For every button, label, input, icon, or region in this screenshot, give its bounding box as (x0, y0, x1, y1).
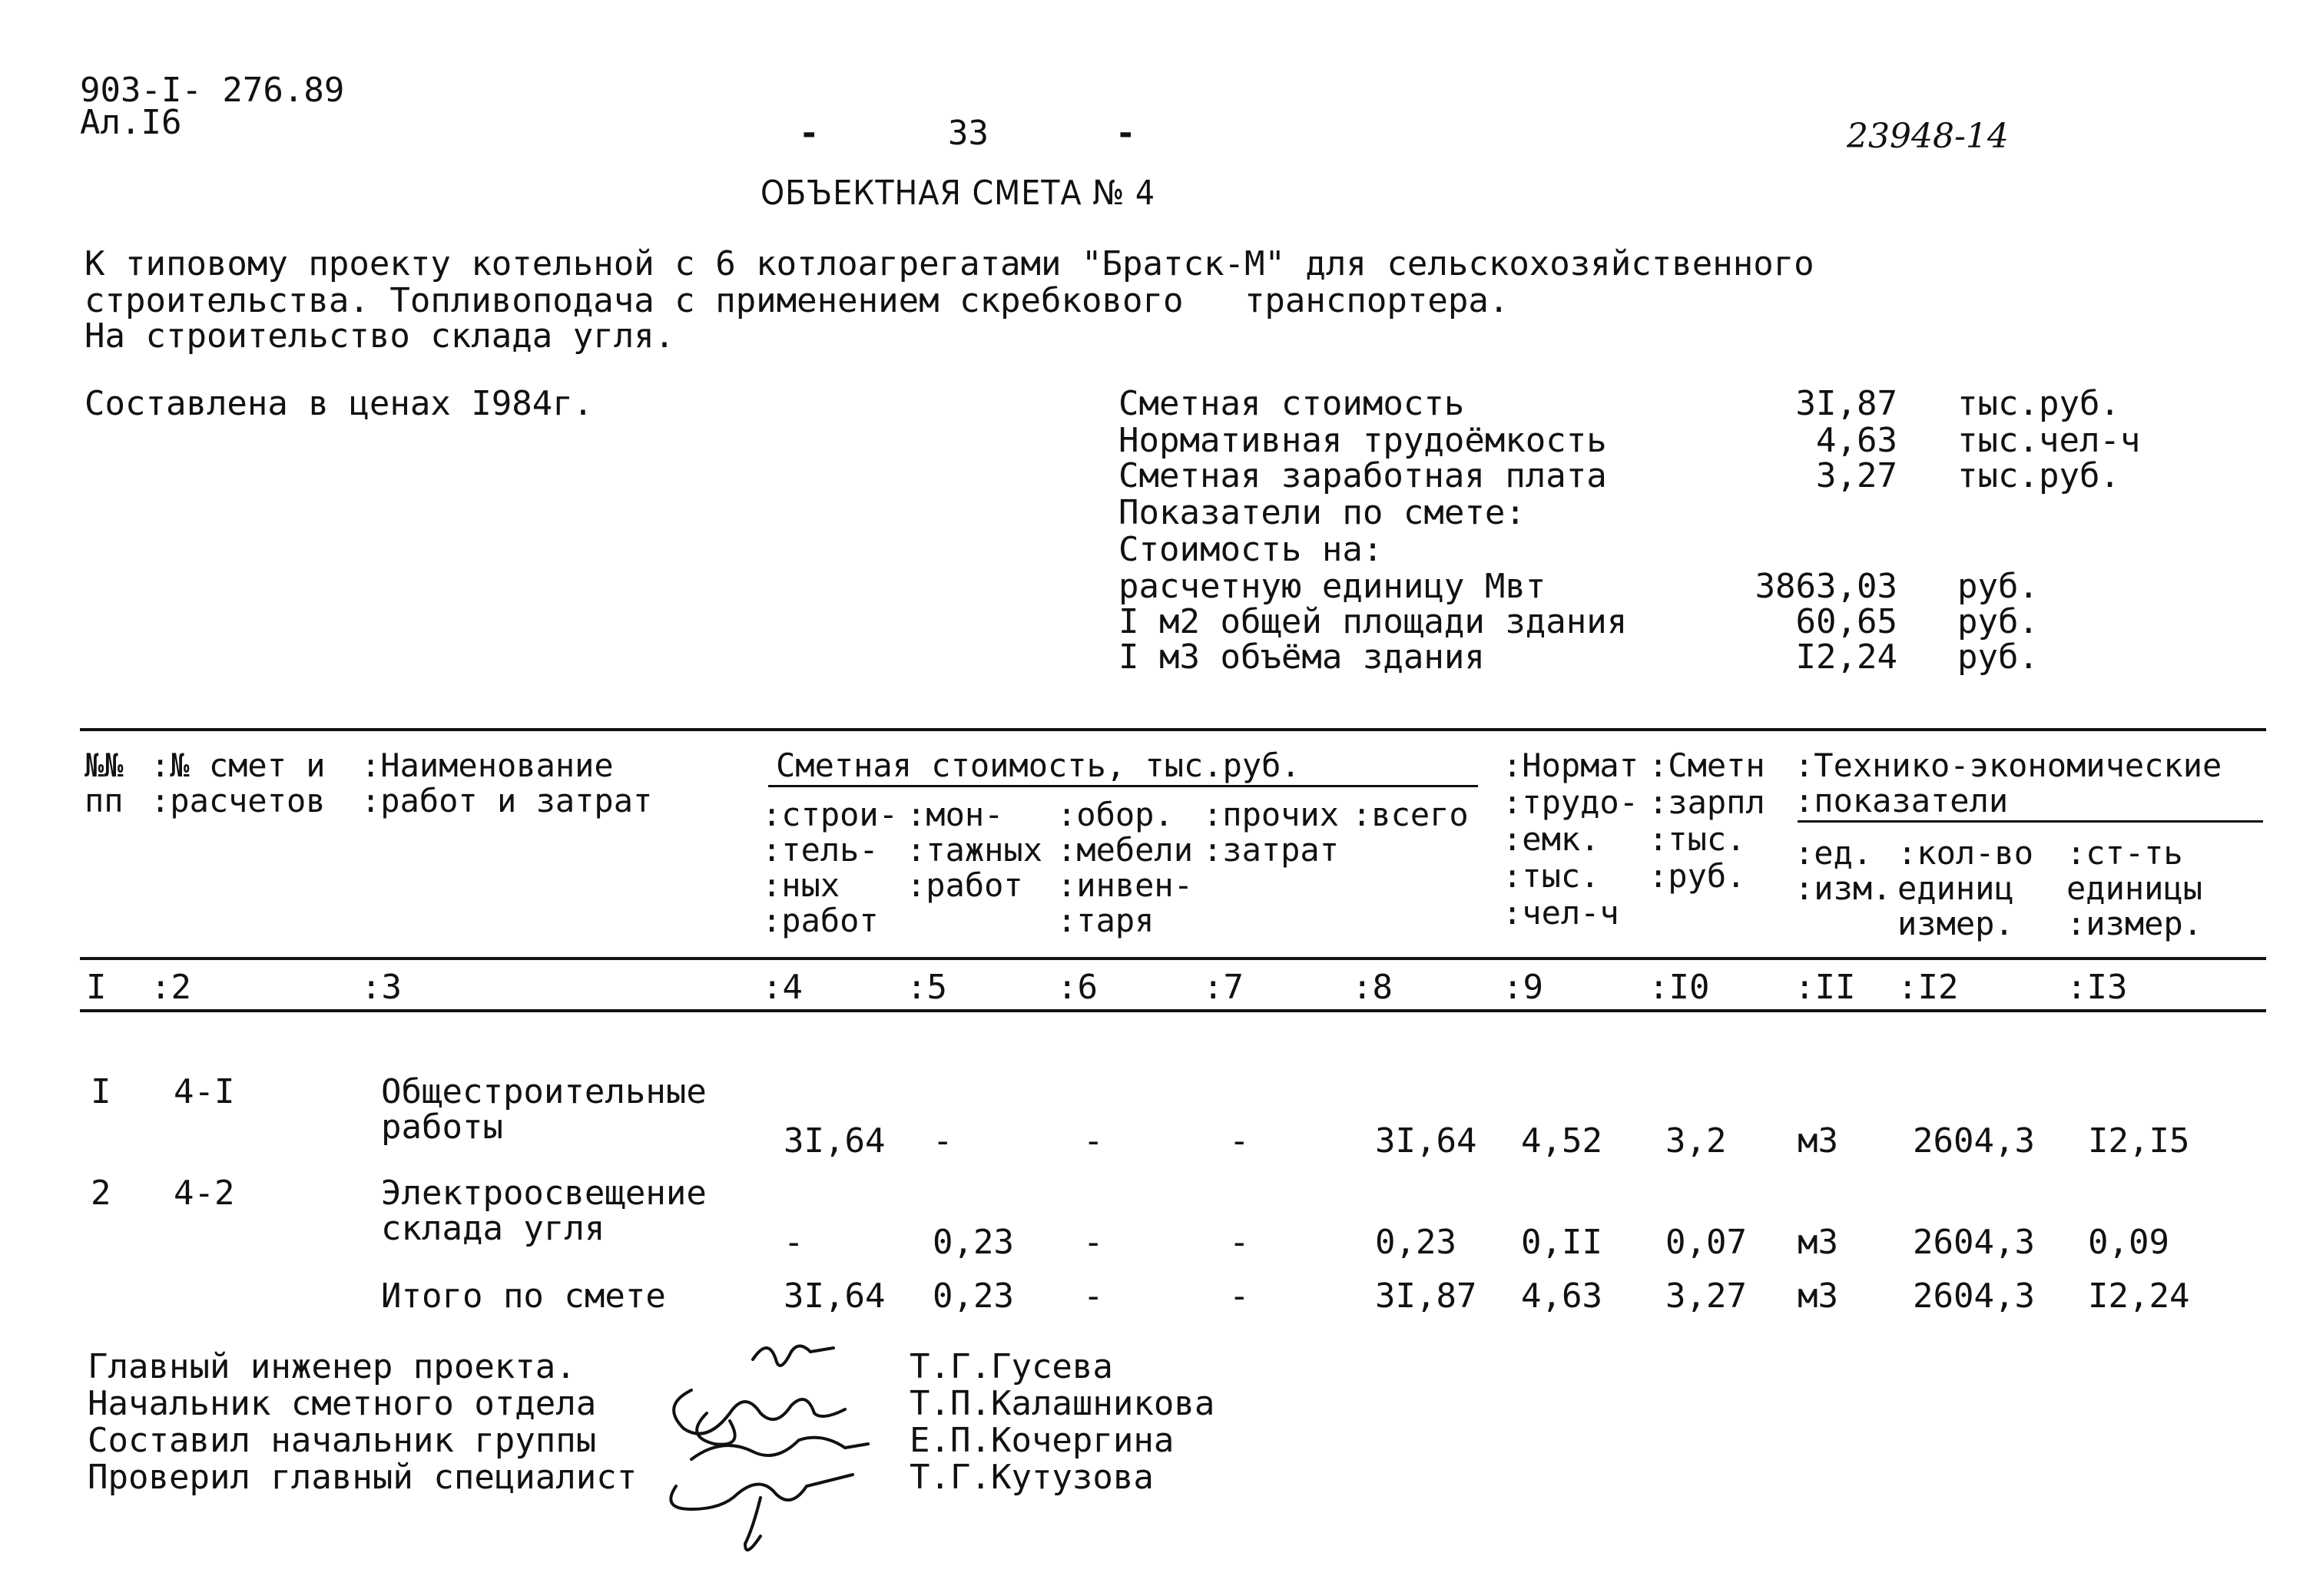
signer-role: Начальник сметного отдела (88, 1384, 597, 1423)
total-c7: - (1229, 1276, 1250, 1316)
header-c6: :инвен- (1057, 866, 1194, 904)
column-number: :I2 (1897, 968, 1959, 1007)
colnum-bottom-rule (80, 1009, 2266, 1012)
header-c5: :тажных (906, 831, 1043, 869)
header-c6: :мебели (1057, 831, 1194, 869)
summary-value: 60,65 (1795, 602, 1897, 641)
cell-c7: - (1229, 1121, 1250, 1161)
header-c8: :всего (1352, 796, 1469, 833)
sheet-number: Ал.I6 (80, 103, 182, 142)
summary-value: 3863,03 (1755, 567, 1897, 606)
signer-role: Проверил главный специалист (88, 1458, 638, 1497)
column-number: :5 (906, 968, 947, 1007)
column-number: :7 (1203, 968, 1244, 1007)
summary-unit: тыс.руб. (1957, 384, 2120, 423)
header-cost-group: Сметная стоимость, тыс.руб. (776, 747, 1301, 784)
total-c13: I2,24 (2088, 1276, 2190, 1316)
summary-label: I м2 общей площади здания (1118, 602, 1628, 641)
summary-unit: руб. (1957, 637, 2039, 677)
stamp-number: 23948-14 (1847, 117, 2009, 156)
summary-value: 3I,87 (1795, 384, 1897, 423)
header-c12: измер. (1897, 905, 2014, 942)
header-c9: :трудо- (1503, 783, 1639, 821)
header-c9: :емк. (1503, 820, 1600, 858)
intro-line-3: На строительство склада угля. (85, 316, 675, 356)
signer-name: Т.П.Калашникова (910, 1384, 1215, 1423)
header-c4: :ных (762, 866, 840, 904)
cell-c13: I2,I5 (2088, 1121, 2190, 1161)
column-number: I (86, 968, 107, 1007)
signer-name: Е.П.Кочергина (910, 1421, 1175, 1460)
signer-name: Т.Г.Гусева (910, 1347, 1113, 1386)
cell-c6: - (1083, 1121, 1104, 1161)
header-estimate-no-2: :расчетов (151, 782, 326, 820)
cell-c10: 3,2 (1665, 1121, 1727, 1161)
total-c4: 3I,64 (784, 1276, 886, 1316)
header-tech-group: :Технико-экономические (1794, 747, 2222, 784)
intro-line-2: строительства. Топливоподача с применением скребкового транспортера. (85, 281, 1509, 320)
signer-name: Т.Г.Кутузова (910, 1458, 1154, 1497)
header-name: :Наименование (361, 747, 614, 784)
header-c10: :Сметн (1649, 747, 1765, 784)
cell-c9: 4,52 (1521, 1121, 1602, 1161)
row-name-2: склада угля (381, 1209, 605, 1248)
tech-group-rule (1798, 820, 2263, 823)
row-number: 2 (91, 1174, 111, 1213)
header-c4: :тель- (762, 831, 879, 869)
header-c13: единицы (2066, 869, 2203, 907)
summary-label: Сметная стоимость (1118, 384, 1465, 423)
header-estimate-no: :№ смет и (151, 747, 326, 784)
signer-role: Главный инженер проекта. (88, 1347, 576, 1386)
column-number: :6 (1057, 968, 1098, 1007)
summary-label: Сметная заработная плата (1118, 456, 1607, 495)
header-c6: :таря (1057, 902, 1155, 939)
column-number: :3 (361, 968, 402, 1007)
cell-c9: 0,II (1521, 1223, 1602, 1262)
page-dash-left: - (799, 114, 820, 153)
total-c10: 3,27 (1665, 1276, 1747, 1316)
total-c12: 2604,3 (1913, 1276, 2035, 1316)
summary-value: 3,27 (1816, 456, 1897, 495)
summary-unit: тыс.чел-ч (1957, 421, 2141, 460)
cell-c13: 0,09 (2088, 1223, 2169, 1262)
header-c9: :тыс. (1503, 857, 1600, 895)
intro-line-1: К типовому проекту котельной с 6 котлоагрегатами "Братск-М" для сельскохозяйственного (85, 244, 1814, 283)
summary-unit: тыс.руб. (1957, 456, 2120, 495)
header-c12: :кол-во (1897, 834, 2034, 872)
total-c8: 3I,87 (1375, 1276, 1477, 1316)
column-number: :2 (151, 968, 191, 1007)
cell-c10: 0,07 (1665, 1223, 1747, 1262)
cost-group-rule (768, 785, 1478, 787)
column-number: :I3 (2066, 968, 2128, 1007)
cell-c5: 0,23 (933, 1223, 1014, 1262)
header-c13: :измер. (2066, 905, 2203, 942)
cell-c4: 3I,64 (784, 1121, 886, 1161)
cell-c6: - (1083, 1223, 1104, 1262)
page-dash-right: - (1115, 114, 1136, 153)
column-number: :4 (762, 968, 803, 1007)
total-c5: 0,23 (933, 1276, 1014, 1316)
header-name-2: :работ и затрат (361, 782, 653, 820)
header-c12: единиц (1897, 869, 2014, 907)
prices-note: Составлена в ценах I984г. (85, 384, 594, 423)
column-number: :9 (1503, 968, 1543, 1007)
summary-label: Стоимость на: (1118, 530, 1383, 569)
header-c9: :Нормат (1503, 747, 1639, 784)
doc-code: 903-I- 276.89 (80, 71, 345, 110)
cell-c12: 2604,3 (1913, 1223, 2035, 1262)
summary-unit: руб. (1957, 567, 2039, 606)
column-number: :I0 (1649, 968, 1710, 1007)
column-number: :II (1794, 968, 1856, 1007)
summary-label: расчетную единицу Мвт (1118, 567, 1546, 606)
signer-role: Составил начальник группы (88, 1421, 597, 1460)
cell-c7: - (1229, 1223, 1250, 1262)
total-label: Итого по смете (381, 1276, 666, 1316)
cell-c4: - (784, 1223, 804, 1262)
summary-unit: руб. (1957, 602, 2039, 641)
header-c6: :обор. (1057, 796, 1174, 833)
handwritten-signatures (661, 1329, 914, 1559)
header-c5: :мон- (906, 796, 1004, 833)
header-c11: :изм. (1794, 869, 1892, 907)
header-c4: :работ (762, 902, 879, 939)
row-name-2: работы (381, 1108, 503, 1147)
row-code: 4-I (174, 1072, 235, 1111)
row-number: I (91, 1072, 111, 1111)
header-c10: :руб. (1649, 857, 1746, 895)
header-bottom-rule (80, 957, 2266, 960)
row-name: Общестроительные (381, 1072, 707, 1111)
header-c10: :зарпл (1649, 783, 1765, 821)
document-title: ОБЪЕКТНАЯ СМЕТА № 4 (761, 174, 1156, 213)
header-c7: :затрат (1203, 831, 1340, 869)
page-number: 33 (948, 114, 989, 153)
row-code: 4-2 (174, 1174, 235, 1213)
summary-value: 4,63 (1816, 421, 1897, 460)
header-c10: :тыс. (1649, 820, 1746, 858)
table-top-rule (80, 728, 2266, 731)
header-c4: :строи- (762, 796, 899, 833)
cell-c8: 0,23 (1375, 1223, 1456, 1262)
summary-label: I м3 объёма здания (1118, 637, 1485, 677)
summary-label: Нормативная трудоёмкость (1118, 421, 1607, 460)
header-pp: пп (85, 782, 124, 820)
column-number: :8 (1352, 968, 1393, 1007)
header-c7: :прочих (1203, 796, 1340, 833)
total-c6: - (1083, 1276, 1104, 1316)
cell-c11: м3 (1798, 1121, 1838, 1161)
header-c13: :ст-ть (2066, 834, 2183, 872)
summary-value: I2,24 (1795, 637, 1897, 677)
summary-label: Показатели по смете: (1118, 493, 1526, 532)
row-name: Электроосвещение (381, 1174, 707, 1213)
header-tech-group-2: :показатели (1794, 782, 2009, 820)
cell-c11: м3 (1798, 1223, 1838, 1262)
total-c9: 4,63 (1521, 1276, 1602, 1316)
header-c5: :работ (906, 866, 1023, 904)
cell-c8: 3I,64 (1375, 1121, 1477, 1161)
total-c11: м3 (1798, 1276, 1838, 1316)
cell-c5: - (933, 1121, 953, 1161)
header-no: №№ (85, 747, 124, 784)
header-c9: :чел-ч (1503, 894, 1619, 932)
cell-c12: 2604,3 (1913, 1121, 2035, 1161)
header-c11: :ед. (1794, 834, 1873, 872)
